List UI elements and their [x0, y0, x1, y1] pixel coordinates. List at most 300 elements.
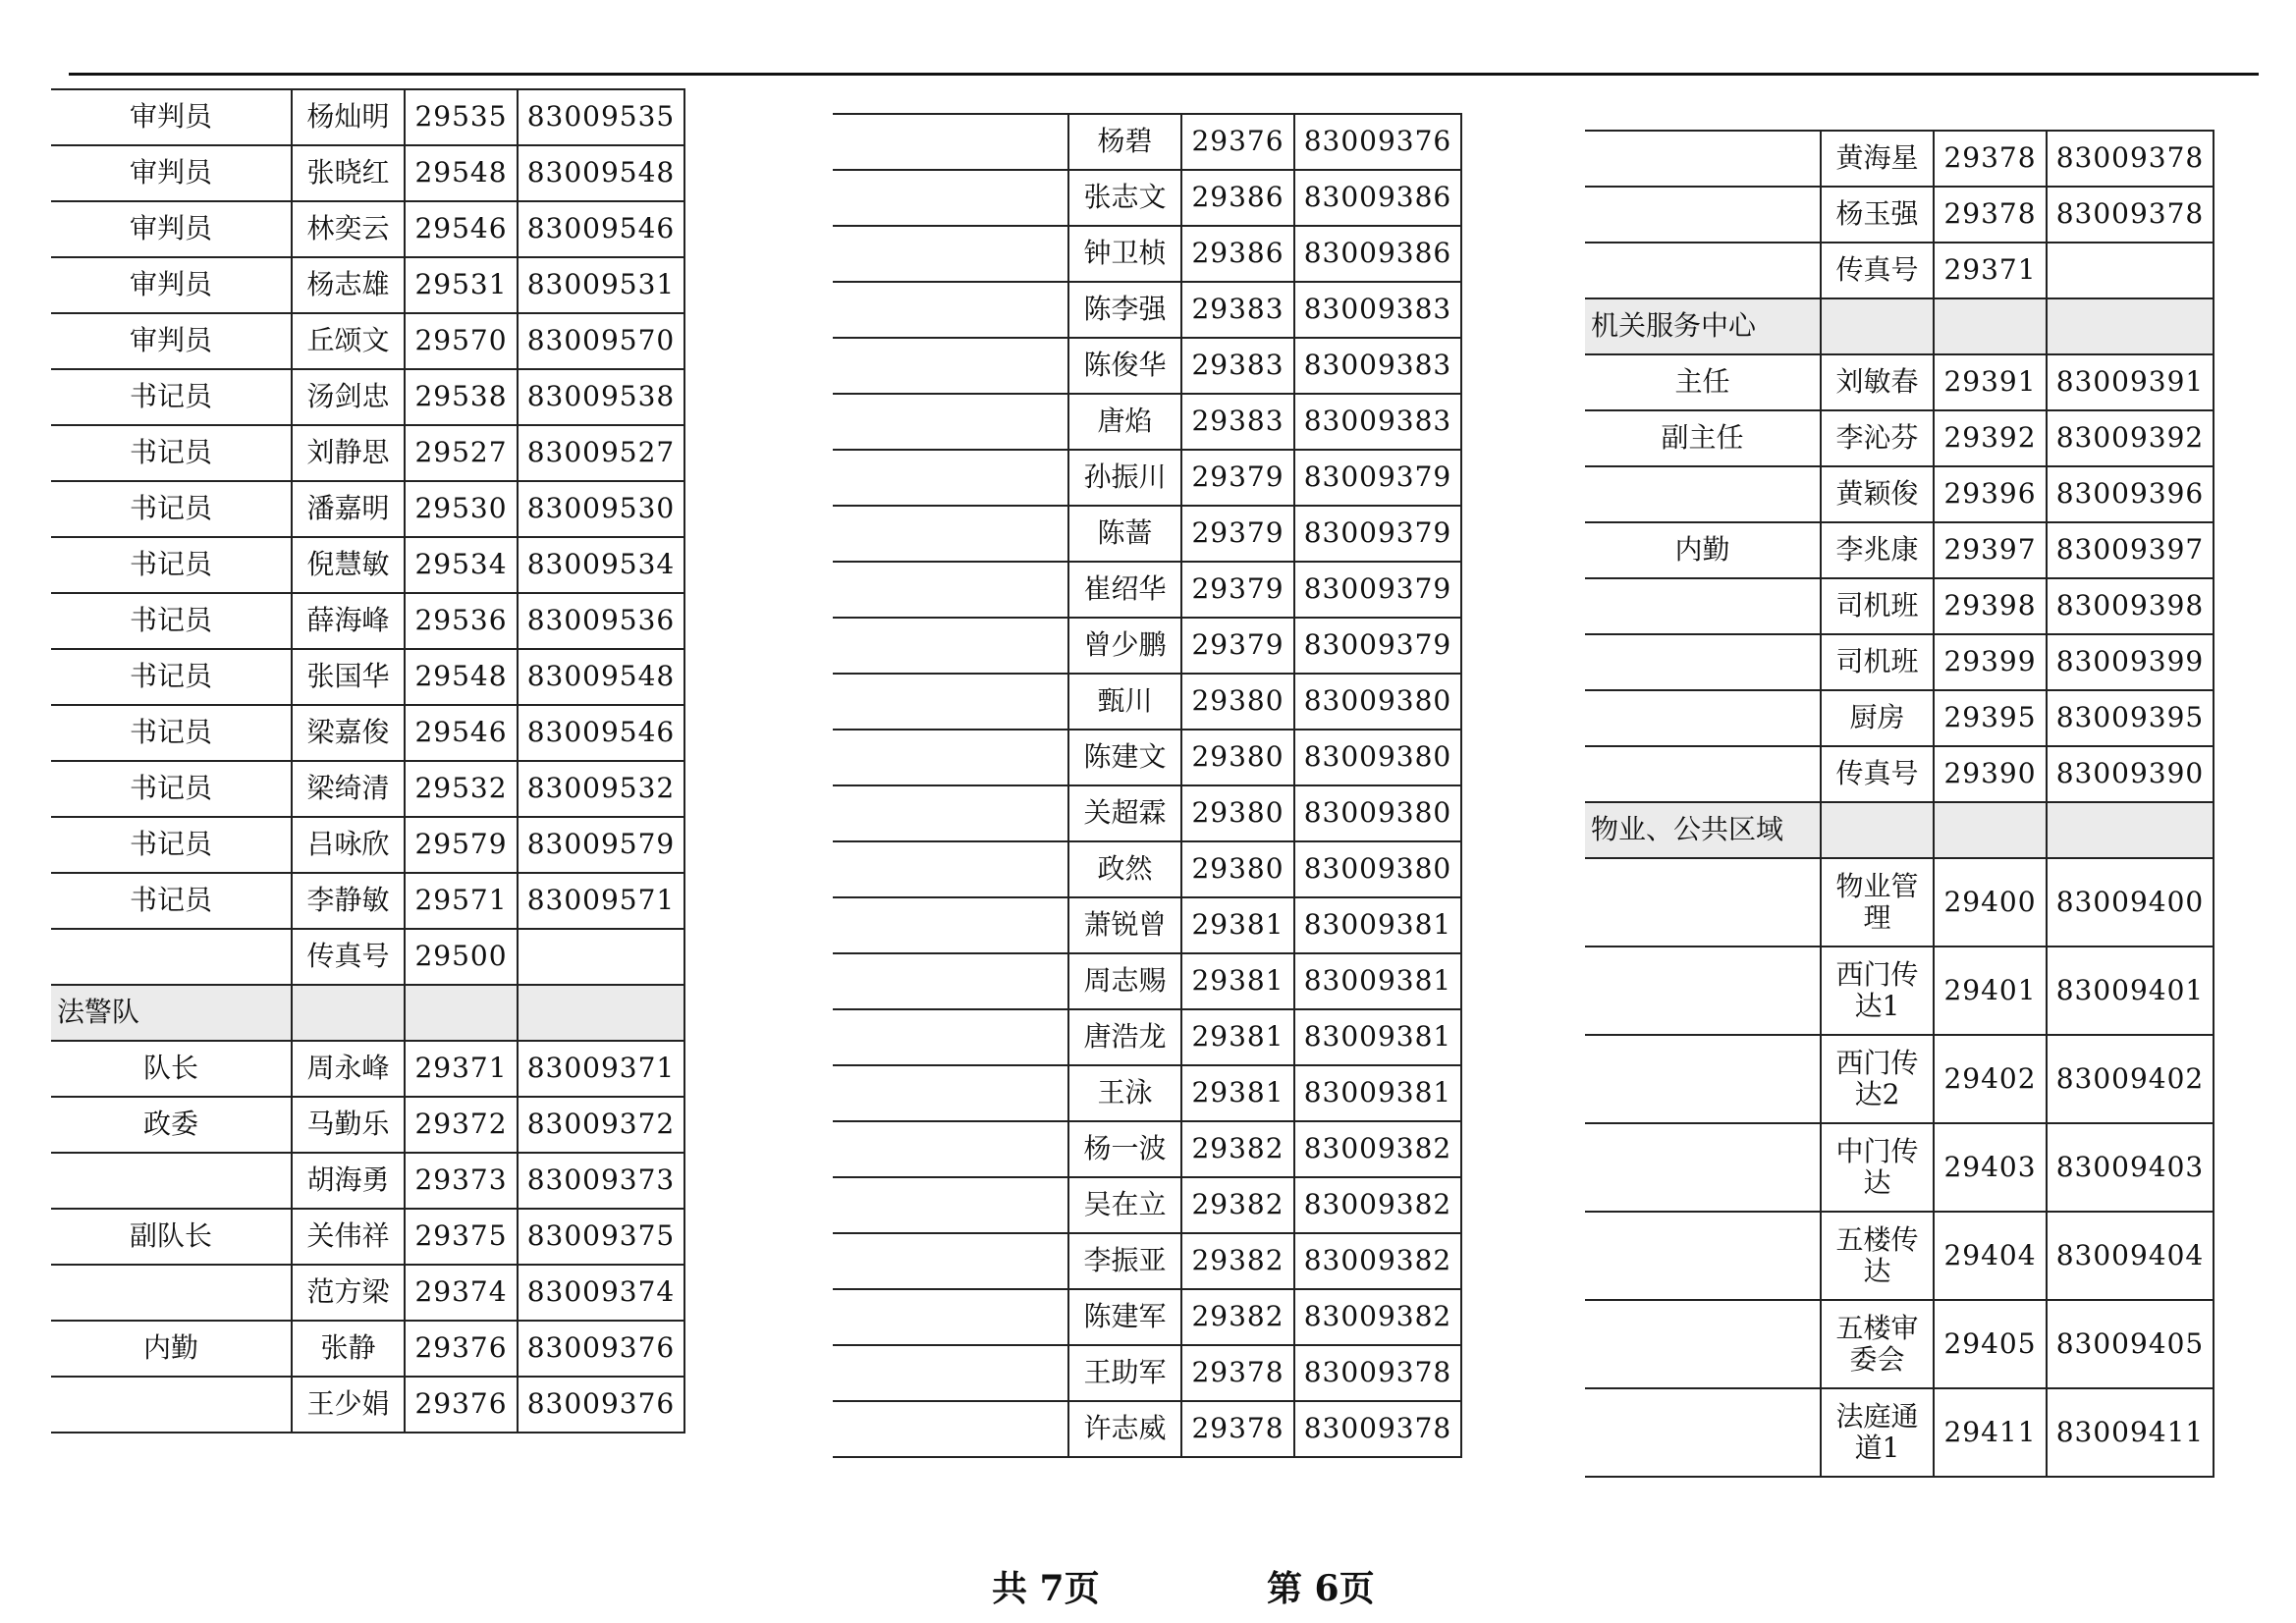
name-cell: 唐浩龙: [1068, 1009, 1181, 1065]
section-header-row: [1585, 298, 2214, 354]
phone-cell: 83009400: [2047, 858, 2214, 947]
role-cell: [833, 1289, 1068, 1345]
phone-cell: 83009391: [2047, 354, 2214, 410]
table-row: [833, 1345, 1461, 1401]
section-blank-cell: [1934, 298, 2047, 354]
role-cell: [51, 1265, 292, 1321]
phone-cell: 83009376: [1294, 114, 1461, 170]
table-row: [833, 1065, 1461, 1121]
phone-cell: [518, 929, 684, 985]
name-cell: 五楼审委会: [1821, 1300, 1934, 1388]
role-cell: [833, 1345, 1068, 1401]
phone-cell: 83009392: [2047, 410, 2214, 466]
role-cell: [1585, 1300, 1821, 1388]
table-row: [1585, 1388, 2214, 1477]
phone-cell: 83009382: [1294, 1233, 1461, 1289]
extension-cell: 29378: [1934, 187, 2047, 243]
table-row: [833, 953, 1461, 1009]
extension-cell: 29579: [405, 817, 518, 873]
role-cell: [833, 114, 1068, 170]
name-cell: 李振亚: [1068, 1233, 1181, 1289]
role-cell: [1585, 187, 1821, 243]
phone-cell: 83009371: [518, 1041, 684, 1097]
table-row: [833, 674, 1461, 730]
extension-cell: 29538: [405, 369, 518, 425]
name-cell: 李沁芬: [1821, 410, 1934, 466]
name-cell: 陈建文: [1068, 730, 1181, 785]
phone-cell: 83009375: [518, 1209, 684, 1265]
name-cell: 汤剑忠: [292, 369, 405, 425]
name-cell: 曾少鹏: [1068, 618, 1181, 674]
table-row: [833, 1177, 1461, 1233]
section-blank-cell: [1934, 802, 2047, 858]
name-cell: 梁嘉俊: [292, 705, 405, 761]
table-row: [1585, 746, 2214, 802]
extension-cell: 29382: [1181, 1289, 1294, 1345]
role-cell: [1585, 131, 1821, 187]
extension-cell: 29383: [1181, 394, 1294, 450]
role-cell: 审判员: [51, 257, 292, 313]
phone-cell: 83009571: [518, 873, 684, 929]
role-cell: [833, 674, 1068, 730]
name-cell: 陈建军: [1068, 1289, 1181, 1345]
role-cell: 副主任: [1585, 410, 1821, 466]
directory-column-3: [1585, 130, 2214, 1478]
name-cell: 物业管理: [1821, 858, 1934, 947]
table-row: [1585, 466, 2214, 522]
phone-cell: 83009380: [1294, 730, 1461, 785]
name-cell: 李兆康: [1821, 522, 1934, 578]
extension-cell: 29376: [405, 1321, 518, 1377]
table-row: [1585, 1300, 2214, 1388]
role-cell: 书记员: [51, 537, 292, 593]
role-cell: 队长: [51, 1041, 292, 1097]
extension-cell: 29535: [405, 89, 518, 145]
extension-cell: 29380: [1181, 841, 1294, 897]
section-title: 物业、公共区域: [1585, 802, 1821, 858]
extension-cell: 29527: [405, 425, 518, 481]
extension-cell: 29379: [1181, 450, 1294, 506]
section-blank-cell: [1821, 298, 1934, 354]
table-row: [1585, 690, 2214, 746]
extension-cell: 29531: [405, 257, 518, 313]
phone-cell: 83009546: [518, 201, 684, 257]
table-row: [51, 89, 684, 145]
table-row: [833, 730, 1461, 785]
name-cell: 吴在立: [1068, 1177, 1181, 1233]
name-cell: 杨玉强: [1821, 187, 1934, 243]
phone-cell: 83009548: [518, 649, 684, 705]
phone-cell: 83009390: [2047, 746, 2214, 802]
role-cell: [1585, 947, 1821, 1035]
table-row: [51, 873, 684, 929]
name-cell: 西门传达1: [1821, 947, 1934, 1035]
name-cell: 黄颖俊: [1821, 466, 1934, 522]
extension-cell: 29391: [1934, 354, 2047, 410]
name-cell: 政然: [1068, 841, 1181, 897]
role-cell: 审判员: [51, 89, 292, 145]
table-row: [1585, 522, 2214, 578]
name-cell: 西门传达2: [1821, 1035, 1934, 1123]
table-row: [1585, 1035, 2214, 1123]
phone-cell: 83009396: [2047, 466, 2214, 522]
table-row: [51, 1153, 684, 1209]
extension-cell: 29379: [1181, 562, 1294, 618]
table-row: [833, 338, 1461, 394]
role-cell: [833, 897, 1068, 953]
table-row: [1585, 1212, 2214, 1300]
role-cell: [833, 618, 1068, 674]
table-row: [51, 1321, 684, 1377]
name-cell: 厨房: [1821, 690, 1934, 746]
phone-cell: 83009527: [518, 425, 684, 481]
table-row: [833, 114, 1461, 170]
role-cell: 审判员: [51, 201, 292, 257]
name-cell: 传真号: [292, 929, 405, 985]
phone-cell: 83009373: [518, 1153, 684, 1209]
phone-cell: 83009530: [518, 481, 684, 537]
section-blank-cell: [292, 985, 405, 1041]
page-number: 第 6页: [1267, 1568, 1375, 1609]
extension-cell: 29375: [405, 1209, 518, 1265]
role-cell: 书记员: [51, 425, 292, 481]
table-row: [1585, 354, 2214, 410]
extension-cell: 29548: [405, 649, 518, 705]
phone-cell: 83009546: [518, 705, 684, 761]
section-blank-cell: [405, 985, 518, 1041]
extension-cell: 29371: [405, 1041, 518, 1097]
name-cell: 吕咏欣: [292, 817, 405, 873]
name-cell: 梁绮清: [292, 761, 405, 817]
phone-cell: 83009374: [518, 1265, 684, 1321]
phone-cell: 83009383: [1294, 282, 1461, 338]
extension-cell: 29386: [1181, 170, 1294, 226]
phone-cell: 83009379: [1294, 618, 1461, 674]
phone-cell: 83009538: [518, 369, 684, 425]
extension-cell: 29376: [1181, 114, 1294, 170]
page-total: 共 7页: [992, 1568, 1100, 1609]
extension-cell: 29571: [405, 873, 518, 929]
table-row: [51, 705, 684, 761]
extension-cell: 29381: [1181, 953, 1294, 1009]
name-cell: 关超霖: [1068, 785, 1181, 841]
name-cell: 张静: [292, 1321, 405, 1377]
name-cell: 潘嘉明: [292, 481, 405, 537]
name-cell: 王泳: [1068, 1065, 1181, 1121]
role-cell: 书记员: [51, 817, 292, 873]
table-row: [51, 481, 684, 537]
table-row: [833, 1401, 1461, 1457]
table-row: [833, 506, 1461, 562]
extension-cell: 29395: [1934, 690, 2047, 746]
role-cell: [833, 562, 1068, 618]
extension-cell: 29381: [1181, 897, 1294, 953]
name-cell: 林奕云: [292, 201, 405, 257]
section-blank-cell: [2047, 298, 2214, 354]
table-row: [51, 1041, 684, 1097]
section-title: 法警队: [51, 985, 292, 1041]
table-row: [1585, 410, 2214, 466]
role-cell: 书记员: [51, 481, 292, 537]
role-cell: [833, 450, 1068, 506]
phone-cell: 83009382: [1294, 1177, 1461, 1233]
phone-cell: 83009570: [518, 313, 684, 369]
extension-cell: 29378: [1181, 1401, 1294, 1457]
extension-cell: 29373: [405, 1153, 518, 1209]
extension-cell: 29402: [1934, 1035, 2047, 1123]
role-cell: [51, 1153, 292, 1209]
table-row: [1585, 131, 2214, 187]
role-cell: [1585, 243, 1821, 298]
phone-cell: 83009395: [2047, 690, 2214, 746]
role-cell: [833, 394, 1068, 450]
name-cell: 李静敏: [292, 873, 405, 929]
phone-cell: 83009399: [2047, 634, 2214, 690]
table-row: [833, 785, 1461, 841]
role-cell: [833, 785, 1068, 841]
extension-cell: 29371: [1934, 243, 2047, 298]
extension-cell: 29570: [405, 313, 518, 369]
role-cell: 书记员: [51, 873, 292, 929]
section-header-row: [51, 985, 684, 1041]
name-cell: 传真号: [1821, 243, 1934, 298]
role-cell: [833, 338, 1068, 394]
table-row: [833, 618, 1461, 674]
table-row: [1585, 1123, 2214, 1212]
role-cell: [833, 282, 1068, 338]
table-row: [833, 562, 1461, 618]
name-cell: 陈李强: [1068, 282, 1181, 338]
table-row: [51, 145, 684, 201]
table-row: [833, 282, 1461, 338]
role-cell: [1585, 690, 1821, 746]
phone-cell: 83009380: [1294, 674, 1461, 730]
table-row: [833, 841, 1461, 897]
phone-cell: 83009386: [1294, 226, 1461, 282]
role-cell: [833, 953, 1068, 1009]
extension-cell: 29546: [405, 705, 518, 761]
phone-cell: 83009381: [1294, 1009, 1461, 1065]
name-cell: 丘颂文: [292, 313, 405, 369]
phone-cell: 83009381: [1294, 1065, 1461, 1121]
extension-cell: 29405: [1934, 1300, 2047, 1388]
extension-cell: 29376: [405, 1377, 518, 1433]
table-row: [51, 817, 684, 873]
extension-cell: 29379: [1181, 618, 1294, 674]
extension-cell: 29378: [1934, 131, 2047, 187]
phone-cell: 83009536: [518, 593, 684, 649]
phone-cell: 83009381: [1294, 953, 1461, 1009]
name-cell: 刘静思: [292, 425, 405, 481]
table-row: [51, 1209, 684, 1265]
name-cell: 崔绍华: [1068, 562, 1181, 618]
role-cell: [833, 1177, 1068, 1233]
table-row: [51, 929, 684, 985]
extension-cell: 29536: [405, 593, 518, 649]
role-cell: [1585, 746, 1821, 802]
extension-cell: 29382: [1181, 1177, 1294, 1233]
name-cell: 王助军: [1068, 1345, 1181, 1401]
extension-cell: 29383: [1181, 282, 1294, 338]
role-cell: 主任: [1585, 354, 1821, 410]
role-cell: 书记员: [51, 593, 292, 649]
table-row: [51, 593, 684, 649]
extension-cell: 29404: [1934, 1212, 2047, 1300]
name-cell: 杨碧: [1068, 114, 1181, 170]
extension-cell: 29398: [1934, 578, 2047, 634]
name-cell: 钟卫桢: [1068, 226, 1181, 282]
extension-cell: 29380: [1181, 730, 1294, 785]
table-row: [1585, 578, 2214, 634]
table-row: [833, 394, 1461, 450]
role-cell: [833, 841, 1068, 897]
table-row: [1585, 634, 2214, 690]
section-title: 机关服务中心: [1585, 298, 1821, 354]
name-cell: 刘敏春: [1821, 354, 1934, 410]
phone-cell: 83009379: [1294, 450, 1461, 506]
phone-cell: 83009379: [1294, 506, 1461, 562]
table-row: [51, 537, 684, 593]
extension-cell: 29546: [405, 201, 518, 257]
phone-cell: 83009534: [518, 537, 684, 593]
table-row: [51, 425, 684, 481]
role-cell: 副队长: [51, 1209, 292, 1265]
role-cell: [1585, 1035, 1821, 1123]
phone-cell: 83009579: [518, 817, 684, 873]
phone-cell: [2047, 243, 2214, 298]
section-blank-cell: [518, 985, 684, 1041]
name-cell: 张晓红: [292, 145, 405, 201]
table-row: [1585, 187, 2214, 243]
phone-cell: 83009372: [518, 1097, 684, 1153]
top-rule: [69, 73, 2259, 76]
role-cell: [51, 929, 292, 985]
name-cell: 黄海星: [1821, 131, 1934, 187]
role-cell: [833, 506, 1068, 562]
name-cell: 法庭通道1: [1821, 1388, 1934, 1477]
role-cell: [51, 1377, 292, 1433]
table-row: [833, 897, 1461, 953]
extension-cell: 29374: [405, 1265, 518, 1321]
table-row: [51, 313, 684, 369]
phone-cell: 83009402: [2047, 1035, 2214, 1123]
table-row: [833, 1233, 1461, 1289]
directory-table-1: [51, 88, 685, 1434]
table-row: [51, 257, 684, 313]
name-cell: 五楼传达: [1821, 1212, 1934, 1300]
table-row: [833, 1289, 1461, 1345]
name-cell: 陈蔷: [1068, 506, 1181, 562]
phone-cell: 83009401: [2047, 947, 2214, 1035]
name-cell: 倪慧敏: [292, 537, 405, 593]
extension-cell: 29532: [405, 761, 518, 817]
phone-cell: 83009532: [518, 761, 684, 817]
role-cell: 内勤: [1585, 522, 1821, 578]
extension-cell: 29372: [405, 1097, 518, 1153]
role-cell: [1585, 858, 1821, 947]
phone-cell: 83009378: [1294, 1401, 1461, 1457]
extension-cell: 29379: [1181, 506, 1294, 562]
phone-cell: 83009383: [1294, 338, 1461, 394]
extension-cell: 29411: [1934, 1388, 2047, 1477]
name-cell: 杨一波: [1068, 1121, 1181, 1177]
table-row: [1585, 947, 2214, 1035]
table-row: [51, 1265, 684, 1321]
phone-cell: 83009535: [518, 89, 684, 145]
name-cell: 范方梁: [292, 1265, 405, 1321]
name-cell: 司机班: [1821, 634, 1934, 690]
table-row: [833, 1009, 1461, 1065]
role-cell: [1585, 1123, 1821, 1212]
role-cell: [833, 170, 1068, 226]
phone-cell: 83009378: [2047, 187, 2214, 243]
table-row: [1585, 858, 2214, 947]
name-cell: 周永峰: [292, 1041, 405, 1097]
phone-cell: 83009403: [2047, 1123, 2214, 1212]
role-cell: [1585, 578, 1821, 634]
role-cell: [1585, 466, 1821, 522]
name-cell: 司机班: [1821, 578, 1934, 634]
role-cell: 书记员: [51, 705, 292, 761]
phone-cell: 83009380: [1294, 785, 1461, 841]
extension-cell: 29392: [1934, 410, 2047, 466]
role-cell: [1585, 1212, 1821, 1300]
phone-cell: 83009376: [518, 1377, 684, 1433]
section-blank-cell: [2047, 802, 2214, 858]
extension-cell: 29381: [1181, 1009, 1294, 1065]
extension-cell: 29380: [1181, 785, 1294, 841]
phone-cell: 83009383: [1294, 394, 1461, 450]
role-cell: 书记员: [51, 761, 292, 817]
role-cell: 内勤: [51, 1321, 292, 1377]
name-cell: 王少娟: [292, 1377, 405, 1433]
phone-cell: 83009397: [2047, 522, 2214, 578]
extension-cell: 29380: [1181, 674, 1294, 730]
table-row: [833, 1121, 1461, 1177]
name-cell: 马勤乐: [292, 1097, 405, 1153]
name-cell: 周志赐: [1068, 953, 1181, 1009]
phone-cell: 83009378: [2047, 131, 2214, 187]
phone-cell: 83009386: [1294, 170, 1461, 226]
table-row: [833, 170, 1461, 226]
name-cell: 许志威: [1068, 1401, 1181, 1457]
extension-cell: 29534: [405, 537, 518, 593]
table-row: [51, 761, 684, 817]
table-row: [51, 1377, 684, 1433]
phone-cell: 83009382: [1294, 1289, 1461, 1345]
table-row: [51, 369, 684, 425]
phone-cell: 83009382: [1294, 1121, 1461, 1177]
role-cell: [833, 1233, 1068, 1289]
table-row: [51, 1097, 684, 1153]
role-cell: [833, 1065, 1068, 1121]
extension-cell: 29390: [1934, 746, 2047, 802]
extension-cell: 29383: [1181, 338, 1294, 394]
role-cell: 书记员: [51, 369, 292, 425]
table-row: [833, 450, 1461, 506]
name-cell: 唐焰: [1068, 394, 1181, 450]
phone-cell: 83009378: [1294, 1345, 1461, 1401]
extension-cell: 29548: [405, 145, 518, 201]
name-cell: 张国华: [292, 649, 405, 705]
role-cell: [833, 1009, 1068, 1065]
role-cell: 审判员: [51, 145, 292, 201]
phone-cell: 83009379: [1294, 562, 1461, 618]
name-cell: 孙振川: [1068, 450, 1181, 506]
extension-cell: 29397: [1934, 522, 2047, 578]
extension-cell: 29401: [1934, 947, 2047, 1035]
name-cell: 萧锐曾: [1068, 897, 1181, 953]
